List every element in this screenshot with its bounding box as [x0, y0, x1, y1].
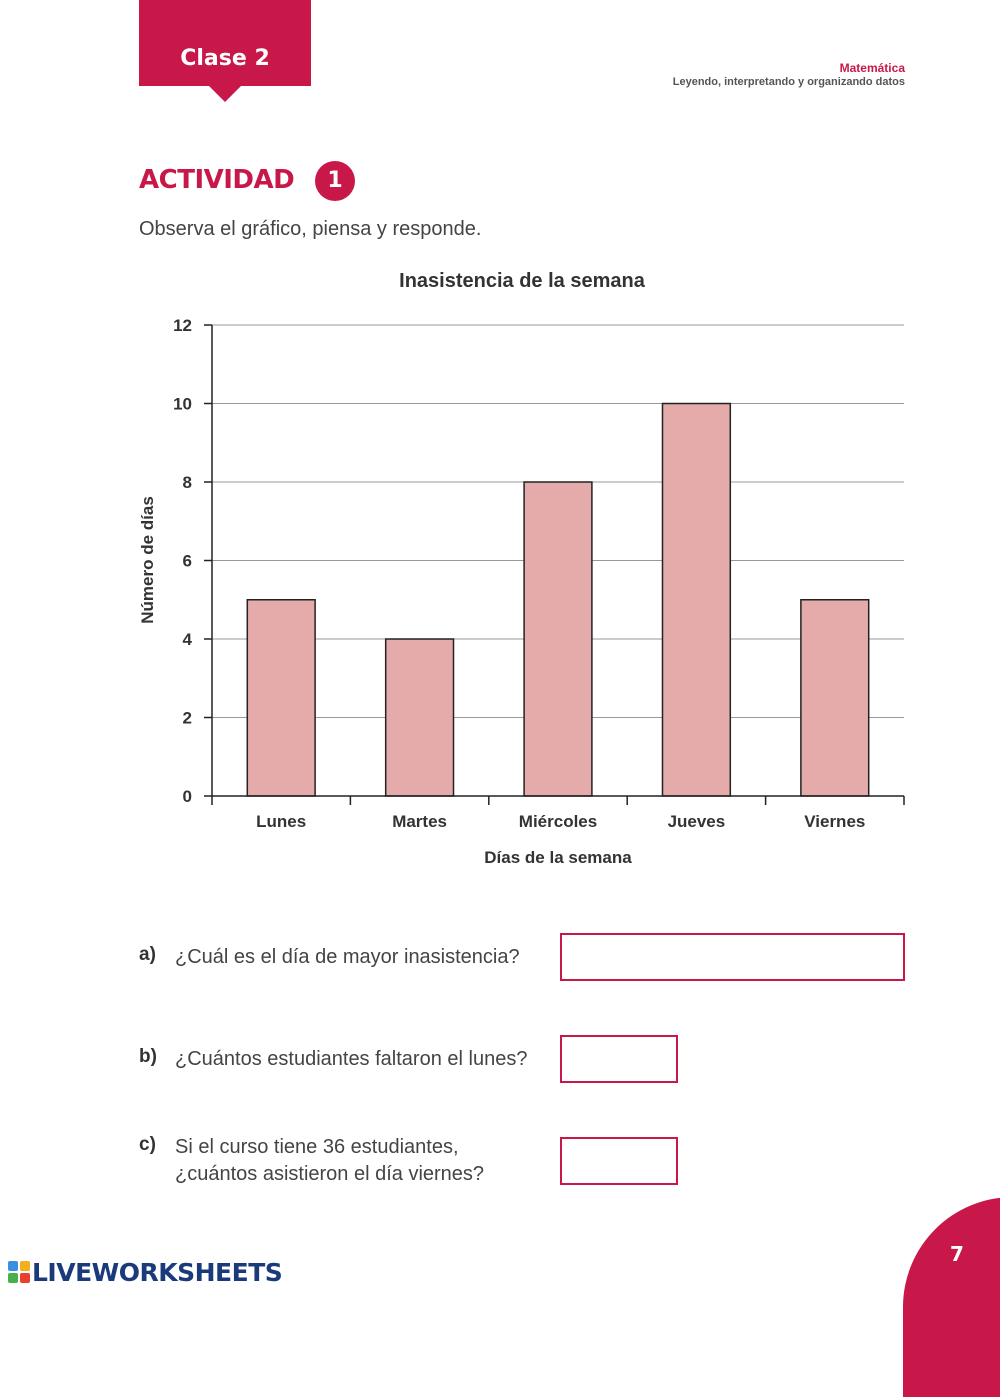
y-axis-label: Número de días	[138, 496, 157, 624]
unit-label: Leyendo, interpretando y organizando datos	[672, 76, 905, 88]
answer-a-input[interactable]	[560, 933, 905, 981]
question-c-label: c)	[139, 1134, 156, 1155]
question-b-label: b)	[139, 1046, 157, 1067]
chart-bars	[247, 404, 868, 797]
bar-martes	[386, 639, 454, 796]
x-tick-label: Lunes	[256, 812, 307, 831]
subject-label: Matemática	[839, 61, 905, 75]
question-a-text: ¿Cuál es el día de mayor inasistencia?	[175, 946, 520, 968]
y-tick-label: 4	[182, 630, 192, 649]
question-c-text: Si el curso tiene 36 estudiantes, ¿cuántos asistieron el día viernes?	[175, 1136, 485, 1185]
clase-label: Clase 2	[180, 46, 270, 71]
liveworksheets-brand: LIVEWORKSHEETS	[32, 1258, 283, 1287]
x-tick-label: Miércoles	[518, 812, 598, 831]
x-tick-label: Martes	[392, 812, 448, 831]
answer-b-input[interactable]	[560, 1035, 678, 1083]
question-a-label: a)	[139, 944, 156, 965]
answer-c-input[interactable]	[560, 1137, 678, 1185]
x-tick-label: Viernes	[804, 812, 866, 831]
activity-title: ACTIVIDAD	[139, 165, 295, 195]
y-tick-label: 10	[173, 394, 192, 414]
y-tick-label: 0	[182, 787, 192, 806]
bar-lunes	[247, 600, 315, 796]
y-tick-label: 2	[182, 708, 192, 728]
x-axis-label: Días de la semana	[484, 848, 632, 867]
y-tick-label: 12	[173, 316, 192, 335]
y-tick-label: 8	[182, 473, 192, 492]
liveworksheets-logo-icon	[8, 1261, 30, 1283]
bar-jueves	[662, 404, 730, 797]
question-b-text: ¿Cuántos estudiantes faltaron el lunes?	[175, 1048, 528, 1070]
y-tick-label: 6	[182, 551, 192, 571]
activity-instruction: Observa el gráfico, piensa y responde.	[139, 218, 482, 240]
chart-title: Inasistencia de la semana	[399, 270, 645, 292]
page-number: 7	[950, 1242, 964, 1266]
page-number-tab	[903, 1197, 1000, 1397]
bar-viernes	[801, 600, 869, 796]
x-tick-label: Jueves	[667, 812, 726, 831]
activity-number-badge: 1	[315, 161, 355, 201]
bar-miércoles	[524, 482, 592, 796]
